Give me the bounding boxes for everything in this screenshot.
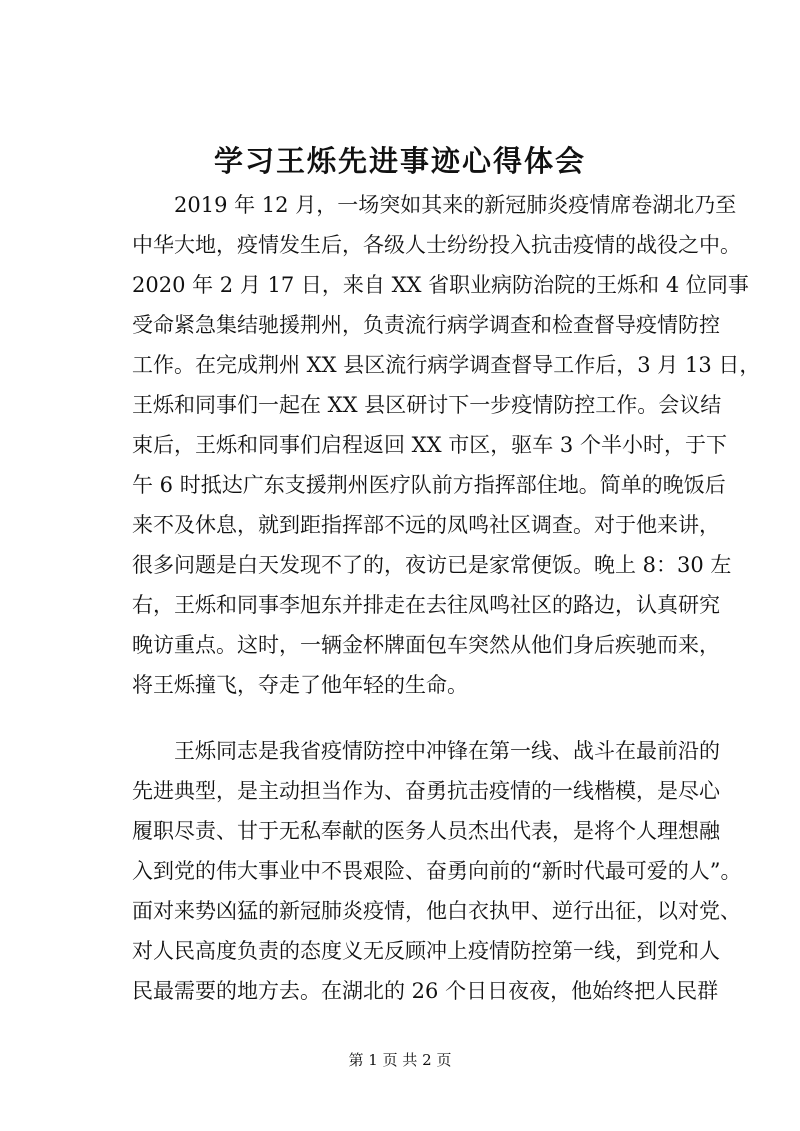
document-body bbox=[132, 185, 761, 1011]
text-line: 午 6 时抵达广东支援荆州医疗队前方指挥部住地。简单的晚饭后 bbox=[132, 473, 726, 497]
text-line: 2020 年 2 月 17 日，来自 XX 省职业病防治院的王烁和 4 位同事 bbox=[132, 273, 749, 297]
text-line: 受命紧急集结驰援荆州，负责流行病学调查和检查督导疫情防控 bbox=[132, 313, 720, 337]
text-line: 很多问题是白天发现不了的，夜访已是家常便饭。晚上 8：30 左 bbox=[132, 553, 732, 577]
page-number-footer: 第 1 页 共 2 页 bbox=[348, 1051, 452, 1069]
document-title: 学习王烁先进事迹心得体会 bbox=[213, 144, 586, 178]
text-line: 王烁同志是我省疫情防控中冲锋在第一线、战斗在最前沿的 bbox=[174, 739, 720, 763]
text-line: 将王烁撞飞，夺走了他年轻的生命。 bbox=[132, 673, 468, 697]
paragraph-gap bbox=[132, 705, 680, 731]
paragraph-2 bbox=[132, 731, 742, 1011]
text-line: 右，王烁和同事李旭东并排走在去往凤鸣社区的路边，认真研究 bbox=[132, 593, 720, 617]
text-line: 面对来势凶猛的新冠肺炎疫情，他白衣执甲、逆行出征，以对党、 bbox=[132, 899, 741, 923]
text-line: 履职尽责、甘于无私奉献的医务人员杰出代表，是将个人理想融 bbox=[132, 819, 720, 843]
text-line: 来不及休息，就到距指挥部不远的凤鸣社区调查。对于他来讲， bbox=[132, 513, 720, 537]
text-line: 先进典型，是主动担当作为、奋勇抗击疫情的一线楷模，是尽心 bbox=[132, 779, 720, 803]
text-line: 对人民高度负责的态度义无反顾冲上疫情防控第一线，到党和人 bbox=[132, 939, 720, 963]
text-line: 晚访重点。这时，一辆金杯牌面包车突然从他们身后疾驰而来， bbox=[132, 633, 720, 657]
text-line: 2019 年 12 月，一场突如其来的新冠肺炎疫情席卷湖北乃至 bbox=[174, 193, 737, 217]
text-line: 工作。在完成荆州 XX 县区流行病学调查督导工作后，3 月 13 日， bbox=[132, 353, 761, 377]
text-line: 中华大地，疫情发生后，各级人士纷纷投入抗击疫情的战役之中。 bbox=[132, 233, 741, 257]
text-line: 束后，王烁和同事们启程返回 XX 市区，驱车 3 个半小时，于下 bbox=[132, 433, 727, 457]
paragraph-1 bbox=[132, 185, 761, 705]
text-line: 王烁和同事们一起在 XX 县区研讨下一步疫情防控工作。会议结 bbox=[132, 393, 722, 417]
text-line: 入到党的伟大事业中不畏艰险、奋勇向前的“新时代最可爱的人”。 bbox=[132, 859, 742, 883]
text-line: 民最需要的地方去。在湖北的 26 个日日夜夜，他始终把人民群 bbox=[132, 979, 719, 1003]
